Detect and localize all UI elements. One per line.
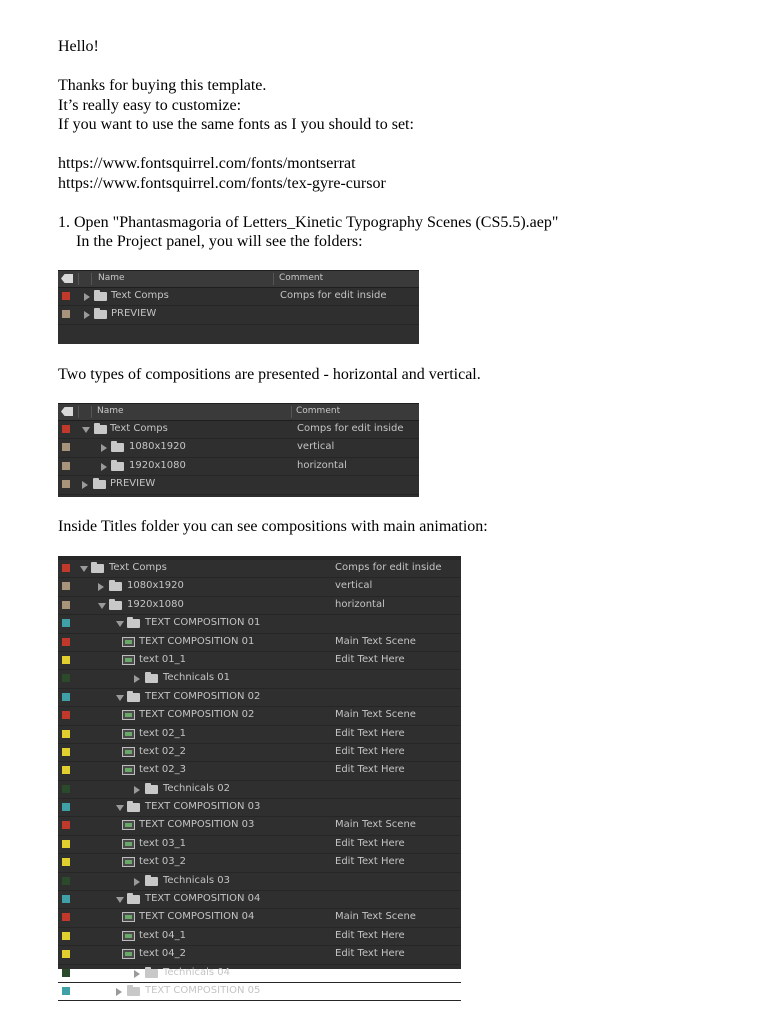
- row-comment: Main Text Scene: [335, 911, 416, 923]
- folder-icon: [127, 895, 140, 904]
- collapse-arrow-icon[interactable]: [116, 805, 124, 811]
- folder-icon: [91, 564, 104, 573]
- folder-icon: [145, 674, 158, 683]
- label-swatch: [62, 766, 70, 774]
- composition-icon: [122, 765, 135, 775]
- greeting: Hello!: [58, 38, 99, 55]
- row-name: TEXT COMPOSITION 04: [145, 893, 261, 905]
- row-name: text 02_3: [139, 764, 187, 776]
- project-row[interactable]: [58, 799, 461, 817]
- label-swatch: [62, 425, 70, 433]
- label-swatch: [62, 803, 70, 811]
- label-column-header: [58, 404, 90, 420]
- row-name: 1920x1080: [127, 598, 184, 610]
- row-name: TEXT COMPOSITION 03: [139, 819, 255, 831]
- label-swatch: [62, 480, 70, 488]
- label-swatch: [62, 932, 70, 940]
- row-comment: vertical: [297, 441, 335, 453]
- row-name: text 02_2: [139, 745, 187, 757]
- project-row[interactable]: [58, 689, 461, 707]
- row-comment: horizontal: [335, 598, 385, 610]
- row-name: 1920x1080: [129, 459, 186, 471]
- expand-arrow-icon[interactable]: [101, 444, 107, 452]
- project-row[interactable]: [58, 873, 461, 891]
- row-comment: Comps for edit inside: [335, 562, 442, 573]
- row-name: Technicals 01: [163, 672, 231, 684]
- composition-icon: [122, 747, 135, 757]
- project-row[interactable]: [58, 762, 461, 780]
- project-row[interactable]: [58, 439, 419, 457]
- row-name: text 04_2: [139, 948, 187, 960]
- expand-arrow-icon[interactable]: [84, 293, 90, 301]
- row-comment: Edit Text Here: [335, 764, 405, 776]
- comment-column-header: Comment: [296, 406, 341, 416]
- row-comment: Main Text Scene: [335, 819, 416, 831]
- project-row[interactable]: [58, 983, 461, 1001]
- composition-icon: [122, 655, 135, 665]
- project-row[interactable]: [58, 578, 461, 596]
- row-comment: vertical: [335, 580, 373, 592]
- folder-icon: [94, 310, 107, 319]
- label-swatch: [62, 443, 70, 451]
- label-swatch: [62, 582, 70, 590]
- composition-icon: [122, 637, 135, 647]
- name-column-header: Name: [97, 406, 124, 416]
- row-name: TEXT COMPOSITION 02: [139, 709, 255, 721]
- project-row[interactable]: [58, 854, 461, 872]
- row-comment: Edit Text Here: [335, 929, 405, 941]
- row-name: PREVIEW: [110, 478, 156, 490]
- customize-line: It’s really easy to customize:: [58, 97, 242, 114]
- expand-arrow-icon[interactable]: [134, 675, 140, 683]
- label-swatch: [62, 601, 70, 609]
- project-row[interactable]: [58, 634, 461, 652]
- tag-icon: [61, 407, 73, 416]
- row-name: Text Comps: [111, 290, 169, 301]
- row-comment: Main Text Scene: [335, 635, 416, 647]
- label-swatch: [62, 292, 70, 300]
- project-panel-screenshot-1: [58, 270, 419, 344]
- row-comment: horizontal: [297, 459, 347, 471]
- project-row[interactable]: [58, 421, 419, 439]
- composition-icon: [122, 710, 135, 720]
- composition-icon: [122, 820, 135, 830]
- project-panel-line: In the Project panel, you will see the folders:: [76, 233, 363, 250]
- row-comment: Edit Text Here: [335, 745, 405, 757]
- label-swatch: [62, 821, 70, 829]
- label-swatch: [62, 462, 70, 470]
- project-row[interactable]: [58, 836, 461, 854]
- project-row[interactable]: [58, 306, 419, 324]
- label-swatch: [62, 913, 70, 921]
- font-link-tex-gyre-cursor[interactable]: https://www.fontsquirrel.com/fonts/tex-gyre-cursor: [58, 175, 386, 192]
- row-name: TEXT COMPOSITION 01: [145, 617, 261, 629]
- folder-icon: [109, 582, 122, 591]
- composition-icon: [122, 912, 135, 922]
- composition-icon: [122, 949, 135, 959]
- expand-arrow-icon[interactable]: [98, 583, 104, 591]
- row-name: Technicals 03: [163, 874, 231, 886]
- tag-icon: [61, 274, 73, 283]
- expand-arrow-icon[interactable]: [134, 786, 140, 794]
- label-swatch: [62, 638, 70, 646]
- label-swatch: [62, 564, 70, 572]
- row-comment: Edit Text Here: [335, 653, 405, 665]
- label-column-header: [58, 271, 90, 287]
- fonts-intro-line: If you want to use the same fonts as I you should to set:: [58, 116, 414, 133]
- row-name: TEXT COMPOSITION 03: [145, 801, 261, 813]
- folder-icon: [145, 969, 158, 978]
- label-swatch: [62, 950, 70, 958]
- label-swatch: [62, 840, 70, 848]
- label-swatch: [62, 969, 70, 977]
- folder-icon: [94, 425, 107, 434]
- composition-icon: [122, 931, 135, 941]
- project-row[interactable]: [58, 652, 461, 670]
- row-comment: Edit Text Here: [335, 727, 405, 739]
- row-name: TEXT COMPOSITION 01: [139, 635, 255, 647]
- label-swatch: [62, 858, 70, 866]
- row-name: text 02_1: [139, 727, 187, 739]
- project-row[interactable]: [58, 965, 461, 983]
- project-row[interactable]: [58, 946, 461, 964]
- folder-icon: [94, 292, 107, 301]
- project-row[interactable]: [58, 707, 461, 725]
- collapse-arrow-icon[interactable]: [116, 695, 124, 701]
- project-row[interactable]: [58, 288, 419, 306]
- row-name: text 01_1: [139, 653, 187, 665]
- project-row[interactable]: [58, 615, 461, 633]
- label-swatch: [62, 619, 70, 627]
- titles-folder-line: Inside Titles folder you can see compositions with main animation:: [58, 518, 488, 535]
- step-1-line: 1. Open "Phantasmagoria of Letters_Kinetic Typography Scenes (CS5.5).aep": [58, 214, 559, 231]
- label-swatch: [62, 711, 70, 719]
- composition-icon: [122, 839, 135, 849]
- collapse-arrow-icon[interactable]: [116, 897, 124, 903]
- row-name: PREVIEW: [111, 308, 157, 320]
- project-row[interactable]: [58, 781, 461, 799]
- row-name: text 04_1: [139, 929, 187, 941]
- expand-arrow-icon[interactable]: [82, 481, 88, 489]
- project-row[interactable]: [58, 597, 461, 615]
- label-swatch: [62, 785, 70, 793]
- row-comment: Comps for edit inside: [280, 290, 387, 301]
- expand-arrow-icon[interactable]: [101, 463, 107, 471]
- name-column-header: Name: [98, 273, 125, 283]
- label-swatch: [62, 674, 70, 682]
- row-name: TEXT COMPOSITION 02: [145, 690, 261, 702]
- label-swatch: [62, 730, 70, 738]
- row-comment: Main Text Scene: [335, 709, 416, 721]
- label-swatch: [62, 693, 70, 701]
- label-swatch: [62, 748, 70, 756]
- folder-icon: [109, 601, 122, 610]
- row-name: 1080x1920: [127, 580, 184, 592]
- folder-icon: [111, 443, 124, 452]
- label-swatch: [62, 656, 70, 664]
- project-row[interactable]: [58, 458, 419, 476]
- project-row[interactable]: [58, 476, 419, 494]
- folder-icon: [93, 480, 106, 489]
- collapse-arrow-icon[interactable]: [80, 566, 88, 572]
- label-swatch: [62, 310, 70, 318]
- row-name: text 03_2: [139, 856, 187, 868]
- project-row[interactable]: [58, 909, 461, 927]
- row-name: text 03_1: [139, 837, 187, 849]
- row-comment: Edit Text Here: [335, 856, 405, 868]
- expand-arrow-icon[interactable]: [84, 311, 90, 319]
- folder-icon: [127, 987, 140, 996]
- folder-icon: [127, 803, 140, 812]
- panel-header: [58, 403, 419, 421]
- project-row[interactable]: [58, 560, 461, 578]
- row-comment: Edit Text Here: [335, 837, 405, 849]
- expand-arrow-icon[interactable]: [134, 878, 140, 886]
- row-comment: Comps for edit inside: [297, 423, 404, 434]
- label-swatch: [62, 877, 70, 885]
- expand-arrow-icon[interactable]: [116, 988, 122, 996]
- label-swatch: [62, 987, 70, 995]
- collapse-arrow-icon[interactable]: [98, 603, 106, 609]
- project-row[interactable]: [58, 891, 461, 909]
- row-comment: Edit Text Here: [335, 948, 405, 960]
- folder-icon: [127, 619, 140, 628]
- project-panel-screenshot-2: [58, 403, 419, 497]
- folder-icon: [111, 462, 124, 471]
- row-name: Text Comps: [109, 562, 167, 573]
- collapse-arrow-icon[interactable]: [82, 427, 90, 433]
- project-row[interactable]: [58, 744, 461, 762]
- folder-icon: [145, 785, 158, 794]
- label-swatch: [62, 895, 70, 903]
- row-name: Technicals 04: [163, 966, 231, 978]
- row-name: TEXT COMPOSITION 05: [145, 984, 261, 996]
- project-row[interactable]: [58, 726, 461, 744]
- row-name: Technicals 02: [163, 782, 231, 794]
- project-row[interactable]: [58, 817, 461, 835]
- folder-icon: [145, 877, 158, 886]
- project-row[interactable]: [58, 670, 461, 688]
- composition-icon: [122, 729, 135, 739]
- row-name: TEXT COMPOSITION 04: [139, 911, 255, 923]
- panel-header: [58, 270, 419, 288]
- row-name: 1080x1920: [129, 441, 186, 453]
- font-link-montserrat[interactable]: https://www.fontsquirrel.com/fonts/montserrat: [58, 155, 356, 172]
- composition-icon: [122, 857, 135, 867]
- project-panel-screenshot-3: [58, 556, 461, 996]
- thanks-line: Thanks for buying this template.: [58, 77, 267, 94]
- comment-column-header: Comment: [279, 273, 324, 283]
- collapse-arrow-icon[interactable]: [116, 621, 124, 627]
- comp-types-line: Two types of compositions are presented - horizontal and vertical.: [58, 366, 481, 383]
- folder-icon: [127, 693, 140, 702]
- row-name: Text Comps: [110, 423, 168, 434]
- project-row[interactable]: [58, 928, 461, 946]
- expand-arrow-icon[interactable]: [134, 970, 140, 978]
